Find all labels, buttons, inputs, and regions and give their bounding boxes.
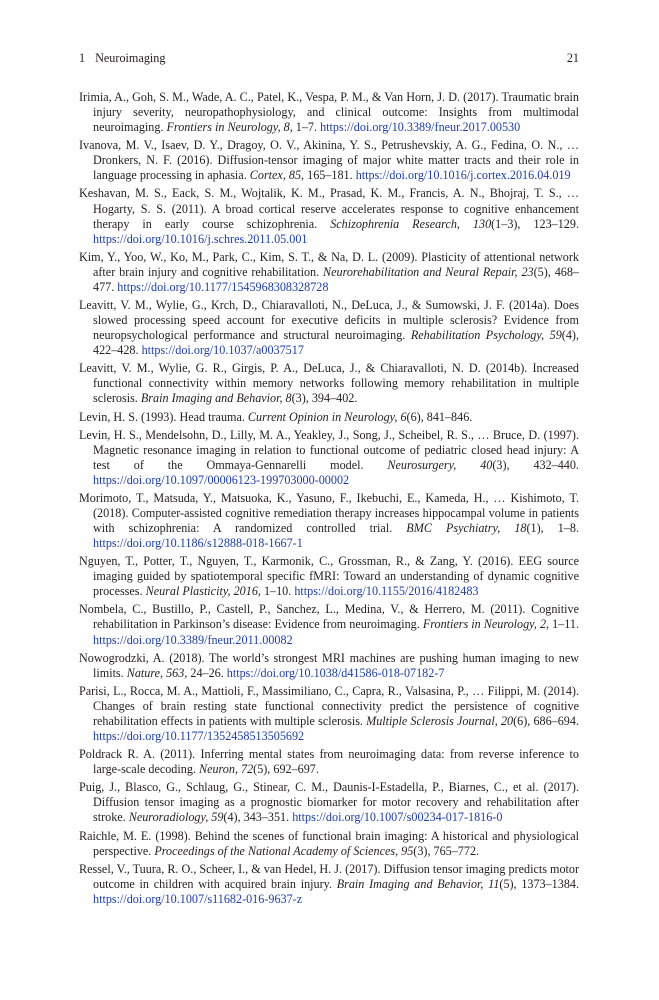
reference-details: (3), 432–440. (492, 457, 579, 472)
reference-entry (79, 186, 579, 246)
doi-link[interactable]: https://doi.org/10.1097/00006123-199703000-00002 (93, 472, 350, 487)
doi-link[interactable]: https://doi.org/10.1016/j.cortex.2016.04.019 (355, 168, 571, 183)
doi-link[interactable]: https://doi.org/10.3389/fneur.2017.00530 (320, 120, 521, 135)
doi-link[interactable]: https://doi.org/10.1177/1352458513505692 (93, 729, 305, 743)
reference-journal: Schizophrenia Research, 130 (330, 216, 492, 231)
reference-entry (79, 250, 579, 295)
reference-details: (4), 422–428. (93, 328, 579, 358)
reference-entry (79, 780, 579, 825)
reference-journal: Cortex, 85 (249, 168, 302, 183)
reference-text: Nowogrodzki, A. (2018). The world’s strongest MRI machines are pushing human imaging to new limits. (79, 650, 579, 680)
reference-details: (3), 394–402. (291, 391, 358, 406)
reference-journal: Neurorehabilitation and Neural Repair, 23 (323, 264, 534, 279)
doi-link[interactable]: https://doi.org/10.3389/fneur.2011.00082 (93, 632, 293, 647)
reference-text: Puig, J., Blasco, G., Schlaug, G., Stinear, C. M., Daunis-I-Estadella, P., Biarnes, C., et al. (2017). Diffusion tensor imaging as a prognostic biomarker for motor recovery and rehabilitation after stroke. (79, 780, 579, 825)
reference-details: , 24–26. (184, 665, 227, 680)
reference-details: (1), 1–8. (526, 521, 579, 536)
reference-text: Keshavan, M. S., Eack, S. M., Wojtalik, K. M., Prasad, K. M., Francis, A. N., Bhojraj, T. S., … Hogarty, S. S. (2011). A broad cortical reserve accelerates response to cognitive enhancement therapy in early course schizophrenia. (79, 186, 579, 231)
reference-list (79, 90, 579, 910)
reference-text: Leavitt, V. M., Wylie, G. R., Girgis, P. A., DeLuca, J., & Chiaravalloti, N. D. (2014b). Increased functional connectivity within memory networks following memory rehabilitation in multiple sclerosis. (79, 361, 579, 406)
reference-details: (5), 468–477. (93, 264, 579, 294)
reference-journal: Nature, 563 (126, 665, 185, 680)
doi-link[interactable]: https://doi.org/10.1037/a0037517 (141, 343, 304, 358)
reference-details: , 1–11. (546, 617, 579, 632)
doi-link[interactable]: https://doi.org/10.1007/s00234-017-1816-0 (292, 810, 503, 825)
reference-journal: Neuron, 72 (198, 762, 254, 777)
reference-journal: Rehabilitation Psychology, 59 (410, 328, 562, 343)
reference-details: (6), 841–846. (406, 409, 473, 424)
reference-text: Raichle, M. E. (1998). Behind the scenes of functional brain imaging: A historical and physiological perspective. (79, 828, 579, 858)
reference-journal: Neurosurgery, 40 (387, 457, 493, 472)
reference-journal: BMC Psychiatry, 18 (406, 521, 527, 536)
reference-entry (79, 829, 579, 859)
doi-link[interactable]: https://doi.org/10.1038/d41586-018-07182-7 (226, 665, 445, 680)
reference-text: Nombela, C., Bustillo, P., Castell, P., Sanchez, L., Medina, V., & Herrero, M. (2011). Cognitive rehabilitation in Parkinson’s disease: Evidence from neuroimaging. (79, 602, 579, 632)
reference-text: Poldrack R. A. (2011). Inferring mental states from neuroimaging data: from reverse inference to large-scale decoding. (79, 747, 579, 777)
doi-link[interactable]: https://doi.org/10.1186/s12888-018-1667-1 (93, 536, 303, 551)
reference-entry (79, 602, 579, 647)
reference-entry (79, 684, 579, 744)
reference-text: Ivanova, M. V., Isaev, D. Y., Dragoy, O. V., Akinina, Y. S., Petrushevskiy, A. G., Fedina, O. N., … Dronkers, N. F. (2016). Diffusion-tensor imaging of major white matter tracts and their role in language processing in aphasia. (79, 138, 579, 183)
reference-details: , 1–10. (257, 584, 295, 599)
reference-details: (5), 1373–1384. (499, 876, 579, 891)
reference-details: (1–3), 123–129. (491, 216, 579, 231)
reference-details: (5), 692–697. (253, 762, 319, 777)
reference-details: , 1–7. (289, 120, 321, 135)
reference-entry (79, 554, 579, 599)
reference-text: Parisi, L., Rocca, M. A., Mattioli, F., Massimiliano, C., Capra, R., Valsasina, P., … Filippi, M. (2014). Changes of brain resting state functional connectivity predict the persistence of cognitive rehabilitation effects in patients with multiple sclerosis. (79, 683, 579, 728)
reference-entry (79, 298, 579, 358)
reference-text: Morimoto, T., Matsuda, Y., Matsuoka, K., Yasuno, F., Ikebuchi, E., Kameda, H., … Kishimoto, T. (2018). Computer-assisted cognitive remediation therapy increases hippocampal volume in patients with schizophrenia: A randomized controlled trial. (79, 490, 579, 536)
running-header (79, 51, 579, 67)
reference-entry (79, 138, 579, 183)
reference-journal: Frontiers in Neurology, 8 (166, 120, 290, 135)
reference-details: (6), 686–694. (513, 713, 579, 728)
reference-entry (79, 862, 579, 907)
doi-link[interactable]: https://doi.org/10.1007/s11682-016-9637-z (93, 891, 303, 906)
reference-details: , 165–181. (301, 168, 356, 183)
chapter-number: 1 (79, 51, 86, 65)
reference-entry (79, 491, 579, 551)
reference-entry (79, 410, 579, 425)
reference-text: Ressel, V., Tuura, R. O., Scheer, I., & van Hedel, H. J. (2017). Diffusion tensor imaging predicts motor outcome in children with acquired brain injury. (79, 861, 579, 891)
reference-journal: Brain Imaging and Behavior, 11 (336, 876, 500, 891)
reference-journal: Frontiers in Neurology, 2 (422, 617, 547, 632)
page-number: 21 (566, 51, 579, 65)
reference-entry (79, 90, 579, 135)
reference-details: (4), 343–351. (223, 810, 293, 825)
reference-journal: Neural Plasticity, 2016 (145, 584, 258, 599)
reference-journal: Multiple Sclerosis Journal, 20 (366, 713, 514, 728)
chapter-heading (79, 51, 166, 67)
reference-entry (79, 361, 579, 406)
reference-text: Irimia, A., Goh, S. M., Wade, A. C., Patel, K., Vespa, P. M., & Van Horn, J. D. (2017). Traumatic brain injury severity, neuropathophysiology, and clinical outcome: Insights from multimodal neuroimaging. (79, 90, 579, 135)
reference-details: (3), 765–772. (413, 843, 480, 858)
reference-text: Levin, H. S. (1993). Head trauma. (79, 409, 248, 424)
reference-text: Kim, Y., Yoo, W., Ko, M., Park, C., Kim, S. T., & Na, D. L. (2009). Plasticity of attentional network after brain injury and cognitive rehabilitation. (79, 249, 579, 279)
reference-text: Levin, H. S., Mendelsohn, D., Lilly, M. A., Yeakley, J., Song, J., Scheibel, R. S., … Bruce, D. (1997). Magnetic resonance imaging in relation to functional outcome of pediatric closed head injury: A test of the Ommaya-Gennarelli model. (79, 427, 579, 472)
doi-link[interactable]: https://doi.org/10.1016/j.schres.2011.05.001 (93, 231, 308, 246)
reference-journal: Proceedings of the National Academy of Sciences, 95 (154, 843, 414, 858)
reference-journal: Brain Imaging and Behavior, 8 (140, 391, 292, 406)
reference-entry (79, 747, 579, 777)
reference-journal: Neuroradiology, 59 (128, 810, 224, 825)
reference-entry (79, 428, 579, 488)
reference-journal: Current Opinion in Neurology, 6 (247, 409, 407, 424)
doi-link[interactable]: https://doi.org/10.1155/2016/4182483 (294, 584, 479, 599)
reference-text: Nguyen, T., Potter, T., Nguyen, T., Karmonik, C., Grossman, R., & Zang, Y. (2016). EEG source imaging guided by spatiotemporal specific fMRI: Toward an understanding of dynamic cognitive processes. (79, 554, 579, 599)
chapter-title: Neuroimaging (95, 51, 166, 65)
doi-link[interactable]: https://doi.org/10.1177/1545968308328728 (117, 279, 329, 294)
reference-text: Leavitt, V. M., Wylie, G., Krch, D., Chiaravalloti, N., DeLuca, J., & Sumowski, J. F. (2014a). Does slowed processing speed account for executive deficits in multiple sclerosis? Evidence from neuropsychological performance and structural neuroimaging. (79, 297, 579, 343)
reference-entry (79, 651, 579, 681)
